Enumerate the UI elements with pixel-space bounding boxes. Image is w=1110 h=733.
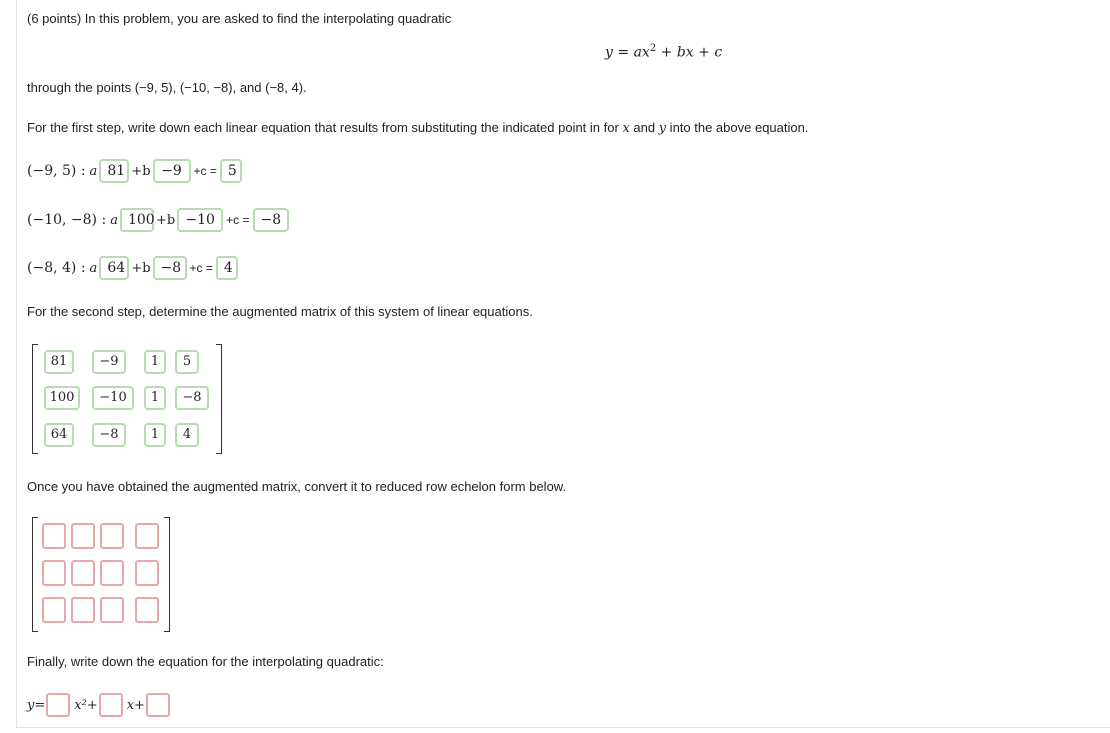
rref-cell-r2c3[interactable] — [100, 560, 124, 586]
step4-instructions: Finally, write down the equation for the interpolating quadratic: — [27, 654, 384, 669]
augmented-cell-r2c1[interactable]: 100 — [44, 386, 80, 410]
x-label: x+ — [126, 697, 145, 713]
y-equals-label: y= — [27, 697, 46, 713]
augmented-cell-r2c4[interactable]: −8 — [175, 386, 209, 410]
augmented-cell-r3c3[interactable]: 1 — [144, 423, 166, 447]
step2-instructions: For the second step, determine the augmented matrix of this system of linear equations. — [27, 304, 533, 319]
rref-cell-r2c4[interactable] — [135, 560, 159, 586]
rref-cell-r3c4[interactable] — [135, 597, 159, 623]
b-coefficient-label: +b — [131, 260, 151, 276]
c-coefficient-label: +c = — [193, 164, 217, 178]
a-coefficient-input[interactable]: 81 — [99, 159, 129, 183]
quadratic-b-input[interactable] — [99, 693, 123, 717]
rref-matrix — [32, 517, 170, 632]
rref-cell-r2c1[interactable] — [42, 560, 66, 586]
rref-cell-r3c3[interactable] — [100, 597, 124, 623]
augmented-cell-r2c3[interactable]: 1 — [144, 386, 166, 410]
rref-cell-r1c1[interactable] — [42, 523, 66, 549]
equation-row-1 — [27, 158, 242, 184]
step1-instructions: For the first step, write down each linear equation that results from substituting the indicated point in for x and y into the above equation. — [27, 120, 809, 136]
step3-instructions: Once you have obtained the augmented matrix, convert it to reduced row echelon form below. — [27, 479, 567, 494]
point-label: (−8, 4) : — [27, 260, 86, 276]
c-coefficient-label: +c = — [226, 213, 250, 227]
quadratic-a-input[interactable] — [46, 693, 70, 717]
matrix-left-bracket — [32, 517, 38, 632]
b-coefficient-input[interactable]: −9 — [153, 159, 191, 183]
equation-row-3 — [27, 255, 238, 281]
quadratic-formula: $y = ax^2$ + bx + c — [605, 43, 723, 61]
rref-cell-r2c2[interactable] — [71, 560, 95, 586]
a-coefficient-input[interactable]: 100 — [120, 208, 154, 232]
rref-cell-r3c1[interactable] — [42, 597, 66, 623]
c-coefficient-label: +c = — [189, 261, 213, 275]
rref-cell-r1c4[interactable] — [135, 523, 159, 549]
augmented-cell-r1c4[interactable]: 5 — [175, 350, 199, 374]
augmented-cell-r1c3[interactable]: 1 — [144, 350, 166, 374]
matrix-left-bracket — [32, 344, 38, 454]
matrix-right-bracket — [216, 344, 222, 454]
augmented-matrix — [32, 344, 222, 454]
a-coefficient-input[interactable]: 64 — [99, 256, 129, 280]
augmented-cell-r3c1[interactable]: 64 — [44, 423, 74, 447]
a-coefficient-label: a — [89, 260, 98, 276]
problem-intro: (6 points) In this problem, you are asked to find the interpolating quadratic — [27, 11, 452, 26]
rref-cell-r1c2[interactable] — [71, 523, 95, 549]
augmented-cell-r2c2[interactable]: −10 — [92, 386, 134, 410]
augmented-cell-r1c2[interactable]: −9 — [92, 350, 126, 374]
augmented-cell-r3c4[interactable]: 4 — [175, 423, 199, 447]
matrix-right-bracket — [164, 517, 170, 632]
quadratic-c-input[interactable] — [146, 693, 170, 717]
rhs-input[interactable]: 5 — [220, 159, 242, 183]
final-equation-row — [27, 692, 171, 718]
rref-cell-r3c2[interactable] — [71, 597, 95, 623]
b-coefficient-label: +b — [155, 212, 176, 228]
b-coefficient-input[interactable]: −8 — [153, 256, 187, 280]
augmented-cell-r3c2[interactable]: −8 — [92, 423, 126, 447]
rref-cell-r1c3[interactable] — [100, 523, 124, 549]
rhs-input[interactable]: −8 — [253, 208, 289, 232]
b-coefficient-input[interactable]: −10 — [177, 208, 223, 232]
a-coefficient-label: a — [110, 212, 118, 228]
point-label: (−9, 5) : — [27, 163, 86, 179]
a-coefficient-label: a — [89, 163, 98, 179]
point-label: (−10, −8) : — [27, 212, 107, 228]
rhs-input[interactable]: 4 — [216, 256, 238, 280]
points-text: through the points (−9, 5), (−10, −8), and (−8, 4). — [27, 80, 307, 95]
b-coefficient-label: +b — [131, 163, 151, 179]
x-squared-label: x²+ — [74, 697, 98, 713]
augmented-cell-r1c1[interactable]: 81 — [44, 350, 74, 374]
equation-row-2 — [27, 207, 289, 233]
